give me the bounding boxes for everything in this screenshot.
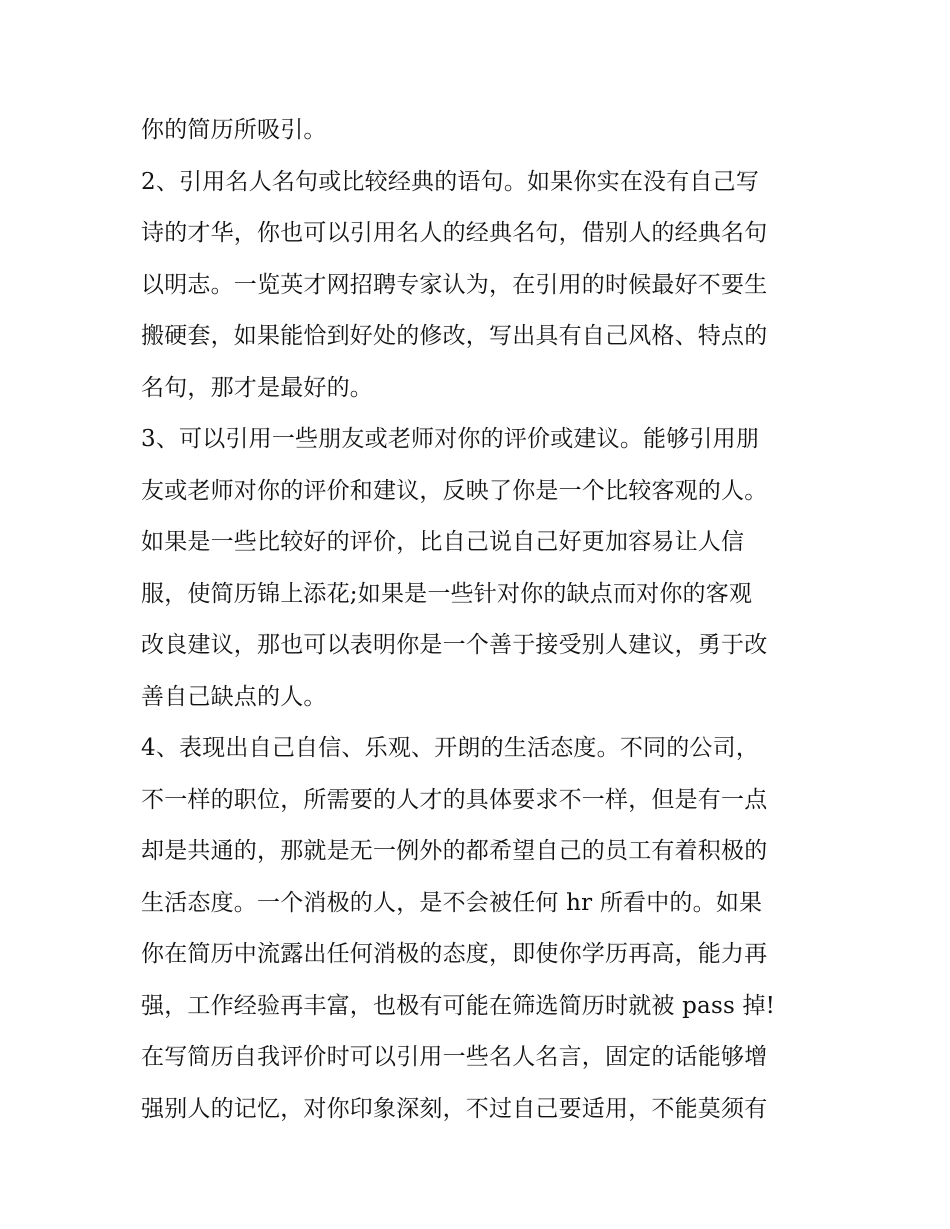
text-line-15: 却是共通的，那就是无一例外的都希望自己的员工有着积极的 xyxy=(141,838,768,864)
text-line-2: 2、引用名人名句或比较经典的语句。如果你实在没有自己写 xyxy=(141,168,760,195)
text-line-20: 强别人的记忆，对你印象深刻，不过自己要适用，不能莫须有 xyxy=(141,1095,768,1122)
text-line-18: 强，工作经验再丰富，也极有可能在筛选简历时就被 pass 掉! xyxy=(141,992,776,1019)
text-line-9: 如果是一些比较好的评价，比自己说自己好更加容易让人信 xyxy=(141,529,745,555)
text-line-5: 搬硬套，如果能恰到好处的修改，写出具有自己风格、特点的 xyxy=(141,323,768,349)
text-line-7: 3、可以引用一些朋友或老师对你的评价或建议。能够引用朋 xyxy=(141,426,760,452)
text-line-4: 以明志。一览英才网招聘专家认为，在引用的时候最好不要生 xyxy=(141,271,768,298)
text-line-14: 不一样的职位，所需要的人才的具体要求不一样，但是有一点 xyxy=(141,786,768,813)
text-line-19: 在写简历自我评价时可以引用一些名人名言，固定的话能够增 xyxy=(141,1044,768,1070)
text-line-11: 改良建议，那也可以表明你是一个善于接受别人建议，勇于改 xyxy=(141,632,768,658)
text-line-10: 服，使简历锦上添花;如果是一些针对你的缺点而对你的客观 xyxy=(141,580,753,607)
text-line-12: 善自己缺点的人。 xyxy=(141,683,327,710)
text-line-6: 名句，那才是最好的。 xyxy=(141,374,373,401)
text-line-8: 友或老师对你的评价和建议，反映了你是一个比较客观的人。 xyxy=(141,477,768,504)
text-line-16: 生活态度。一个消极的人，是不会被任何 hr 所看中的。如果 xyxy=(141,889,763,916)
text-line-1: 你的简历所吸引。 xyxy=(141,117,327,143)
text-line-17: 你在简历中流露出任何消极的态度，即使你学历再高，能力再 xyxy=(141,941,768,967)
text-line-3: 诗的才华，你也可以引用名人的经典名句，借别人的经典名句 xyxy=(141,220,768,246)
text-line-13: 4、表现出自己自信、乐观、开朗的生活态度。不同的公司， xyxy=(141,735,760,761)
body-text xyxy=(141,105,821,1135)
